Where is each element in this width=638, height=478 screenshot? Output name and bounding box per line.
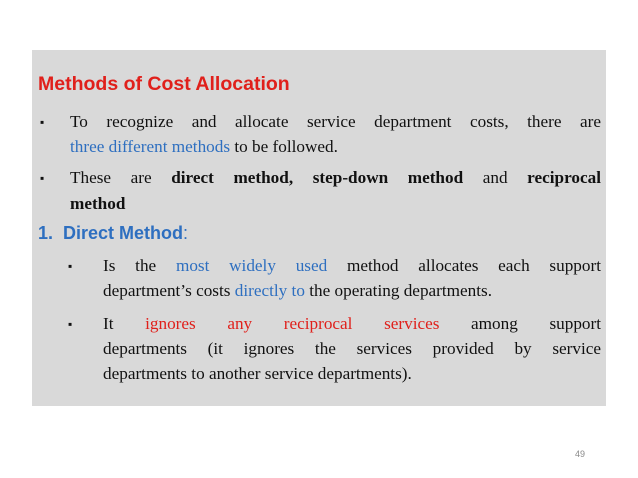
- bullet-square-icon: ▪: [68, 317, 73, 331]
- bullet-1-line-2: three different methods to be followed.: [70, 137, 338, 156]
- sub-bullet-2-line-3: departments to another service departments).: [103, 364, 412, 383]
- bullet-square-icon: ▪: [68, 259, 73, 273]
- bullet-square-icon: ▪: [40, 171, 45, 185]
- bullet-2-line-2: method: [70, 194, 126, 213]
- sub-bullet-2-line-2: departments (it ignores the services provided by service: [103, 339, 601, 358]
- highlight-most-widely-used: most widely used: [175, 256, 328, 275]
- highlight-ignores-reciprocal: ignores any reciprocal services: [145, 314, 440, 333]
- sub-bullet-1-line-2: department’s costs directly to the operating departments.: [103, 281, 493, 300]
- slide-heading: Methods of Cost Allocation: [38, 73, 290, 95]
- bullet-square-icon: ▪: [40, 115, 45, 129]
- highlight-three-methods: three different methods: [70, 137, 231, 156]
- sub-bullet-2-line-1: It ignores any reciprocal services among support: [103, 314, 602, 333]
- page-number: 49: [575, 449, 586, 459]
- sub-bullet-1-line-1: Is the most widely used method allocates each support: [103, 256, 601, 275]
- section-heading-direct-method: 1. Direct Method:: [38, 223, 189, 243]
- highlight-directly-to: directly to: [234, 281, 305, 300]
- bullet-2-line-1: These are direct method, step-down method and reciprocal: [70, 168, 601, 187]
- bullet-1-line-1: To recognize and allocate service department costs, there are: [70, 112, 601, 131]
